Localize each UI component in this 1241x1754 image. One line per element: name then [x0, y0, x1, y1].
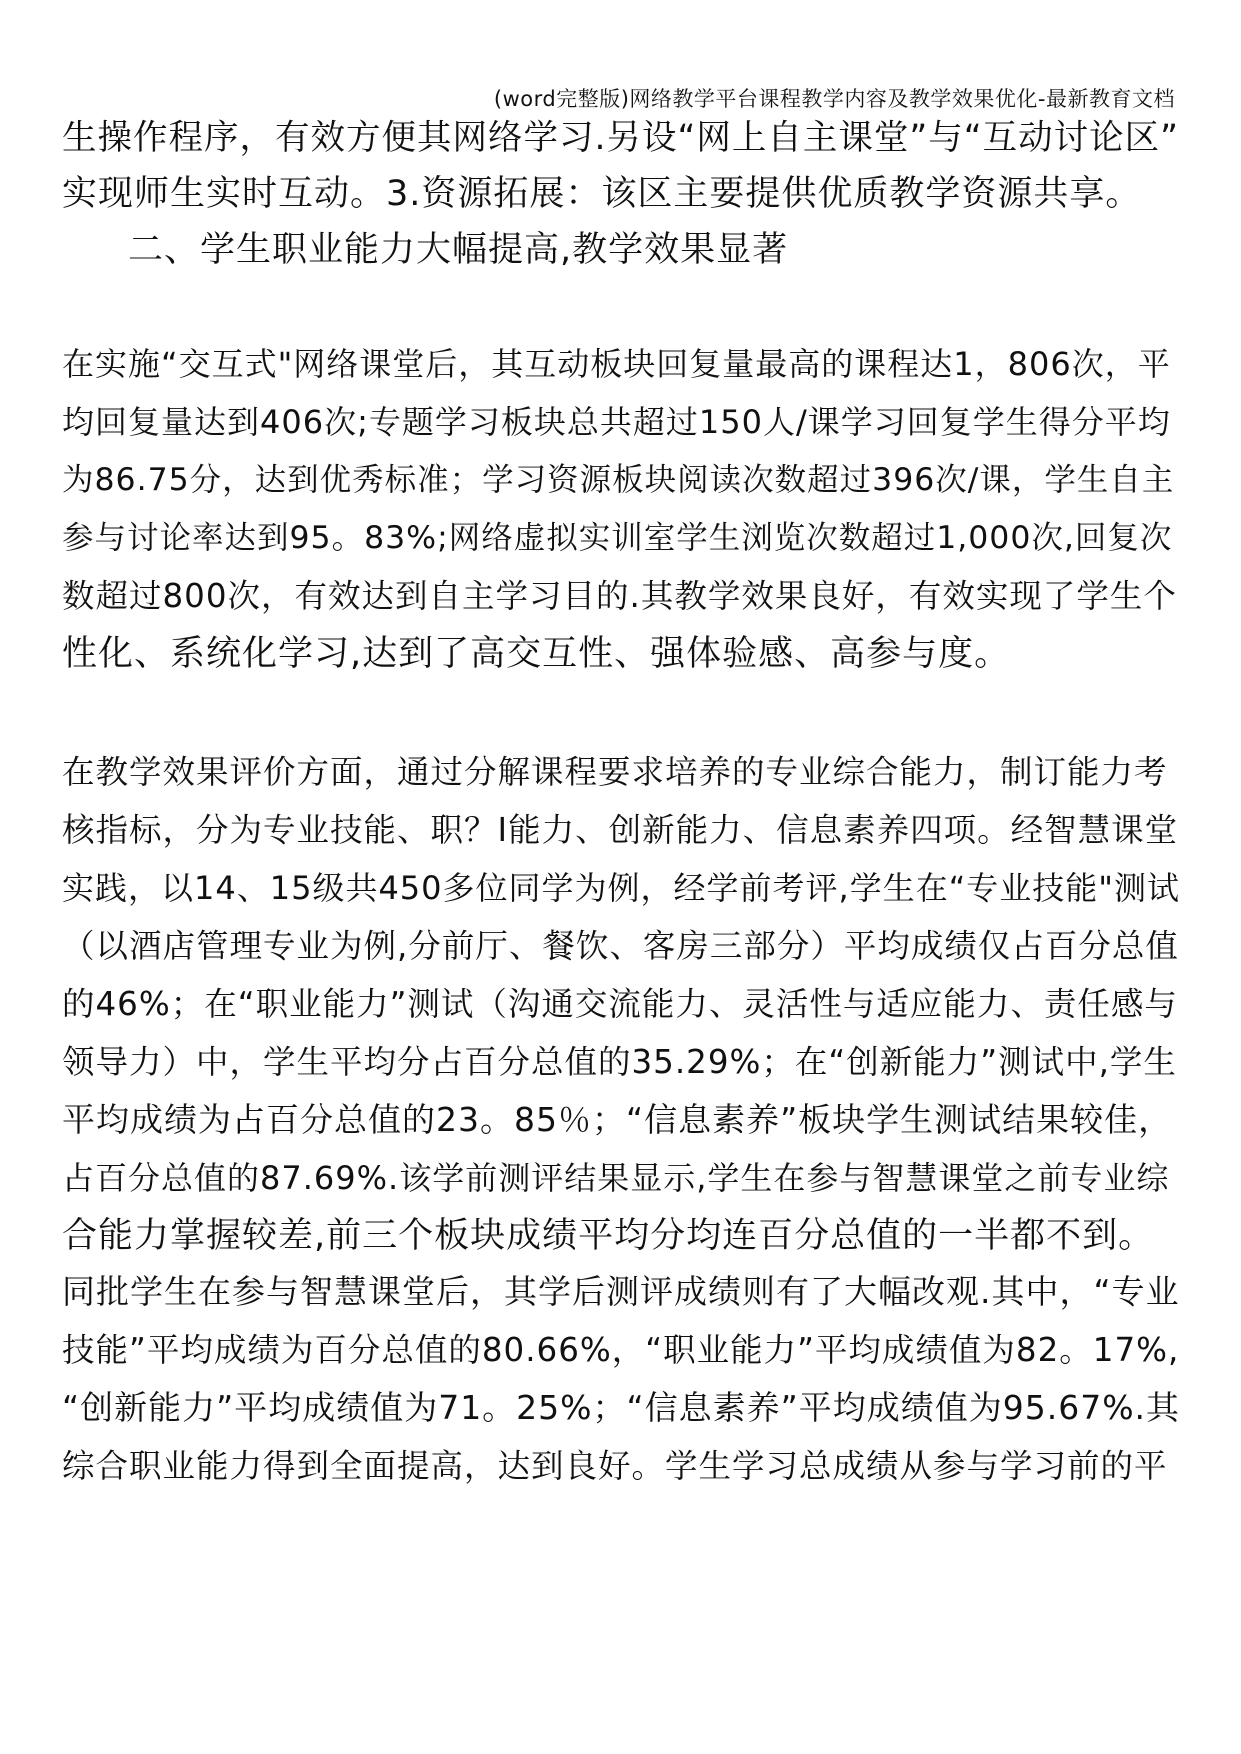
body-line: 实践，以14、15级共450多位同学为例，经学前考评,学生在“专业技能"测试	[62, 869, 1180, 907]
body-line: 均回复量达到406次;专题学习板块总共超过150人/课学习回复学生得分平均	[62, 403, 1171, 441]
body-line: 综合职业能力得到全面提高，达到良好。学生学习总成绩从参与学习前的平	[62, 1447, 1168, 1485]
body-line: 领导力）中，学生平均分占百分总值的35.29%；在“创新能力”测试中,学生	[62, 1043, 1177, 1081]
body-line: 数超过800次，有效达到自主学习目的.其教学效果良好，有效实现了学生个	[62, 577, 1177, 615]
body-line: 在实施“交互式"网络课堂后，其互动板块回复量最高的课程达1，806次，平	[62, 345, 1171, 383]
section-heading: 二、学生职业能力大幅提高,教学效果显著	[128, 230, 789, 270]
body-line: 实现师生实时互动。3.资源拓展：该区主要提供优质教学资源共享。	[62, 174, 1142, 214]
body-line: 的46%；在“职业能力”测试（沟通交流能力、灵活性与适应能力、责任感与	[62, 985, 1178, 1023]
body-line: 核指标，分为专业技能、职？I能力、创新能力、信息素养四项。经智慧课堂	[62, 811, 1179, 849]
body-line: “创新能力”平均成绩值为71。25%；“信息素养”平均成绩值为95.67%.其	[62, 1388, 1181, 1427]
body-line: 技能”平均成绩为百分总值的80.66%，“职业能力”平均成绩值为82。17%,	[62, 1331, 1180, 1369]
body-line: 合能力掌握较差,前三个板块成绩平均分均连百分总值的一半都不到。	[62, 1216, 1155, 1256]
body-line: 同批学生在参与智慧课堂后，其学后测评成绩则有了大幅改观.其中，“专业	[62, 1272, 1180, 1311]
body-line: （以酒店管理专业为例,分前厅、餐饮、客房三部分）平均成绩仅占百分总值	[62, 927, 1179, 965]
body-line: 占百分总值的87.69%.该学前测评结果显示,学生在参与智慧课堂之前专业综	[62, 1159, 1170, 1197]
body-line: 生操作程序，有效方便其网络学习.另设“网上自主课堂”与“互动讨论区”	[62, 118, 1179, 158]
body-line: 在教学效果评价方面，通过分解课程要求培养的专业综合能力，制订能力考	[62, 753, 1168, 791]
body-line: 参与讨论率达到95。83%;网络虚拟实训室学生浏览次数超过1,000次,回复次	[62, 520, 1173, 556]
body-line: 性化、系统化学习,达到了高交互性、强体验感、高参与度。	[62, 634, 1011, 674]
body-line: 平均成绩为占百分总值的23。85％；“信息素养”板块学生测试结果较佳，	[62, 1100, 1173, 1139]
body-line: 为86.75分，达到优秀标准；学习资源板块阅读次数超过396次/课，学生自主	[62, 462, 1175, 498]
document-header: (word完整版)网络教学平台课程教学内容及教学效果优化-最新教育文档	[493, 87, 1175, 111]
